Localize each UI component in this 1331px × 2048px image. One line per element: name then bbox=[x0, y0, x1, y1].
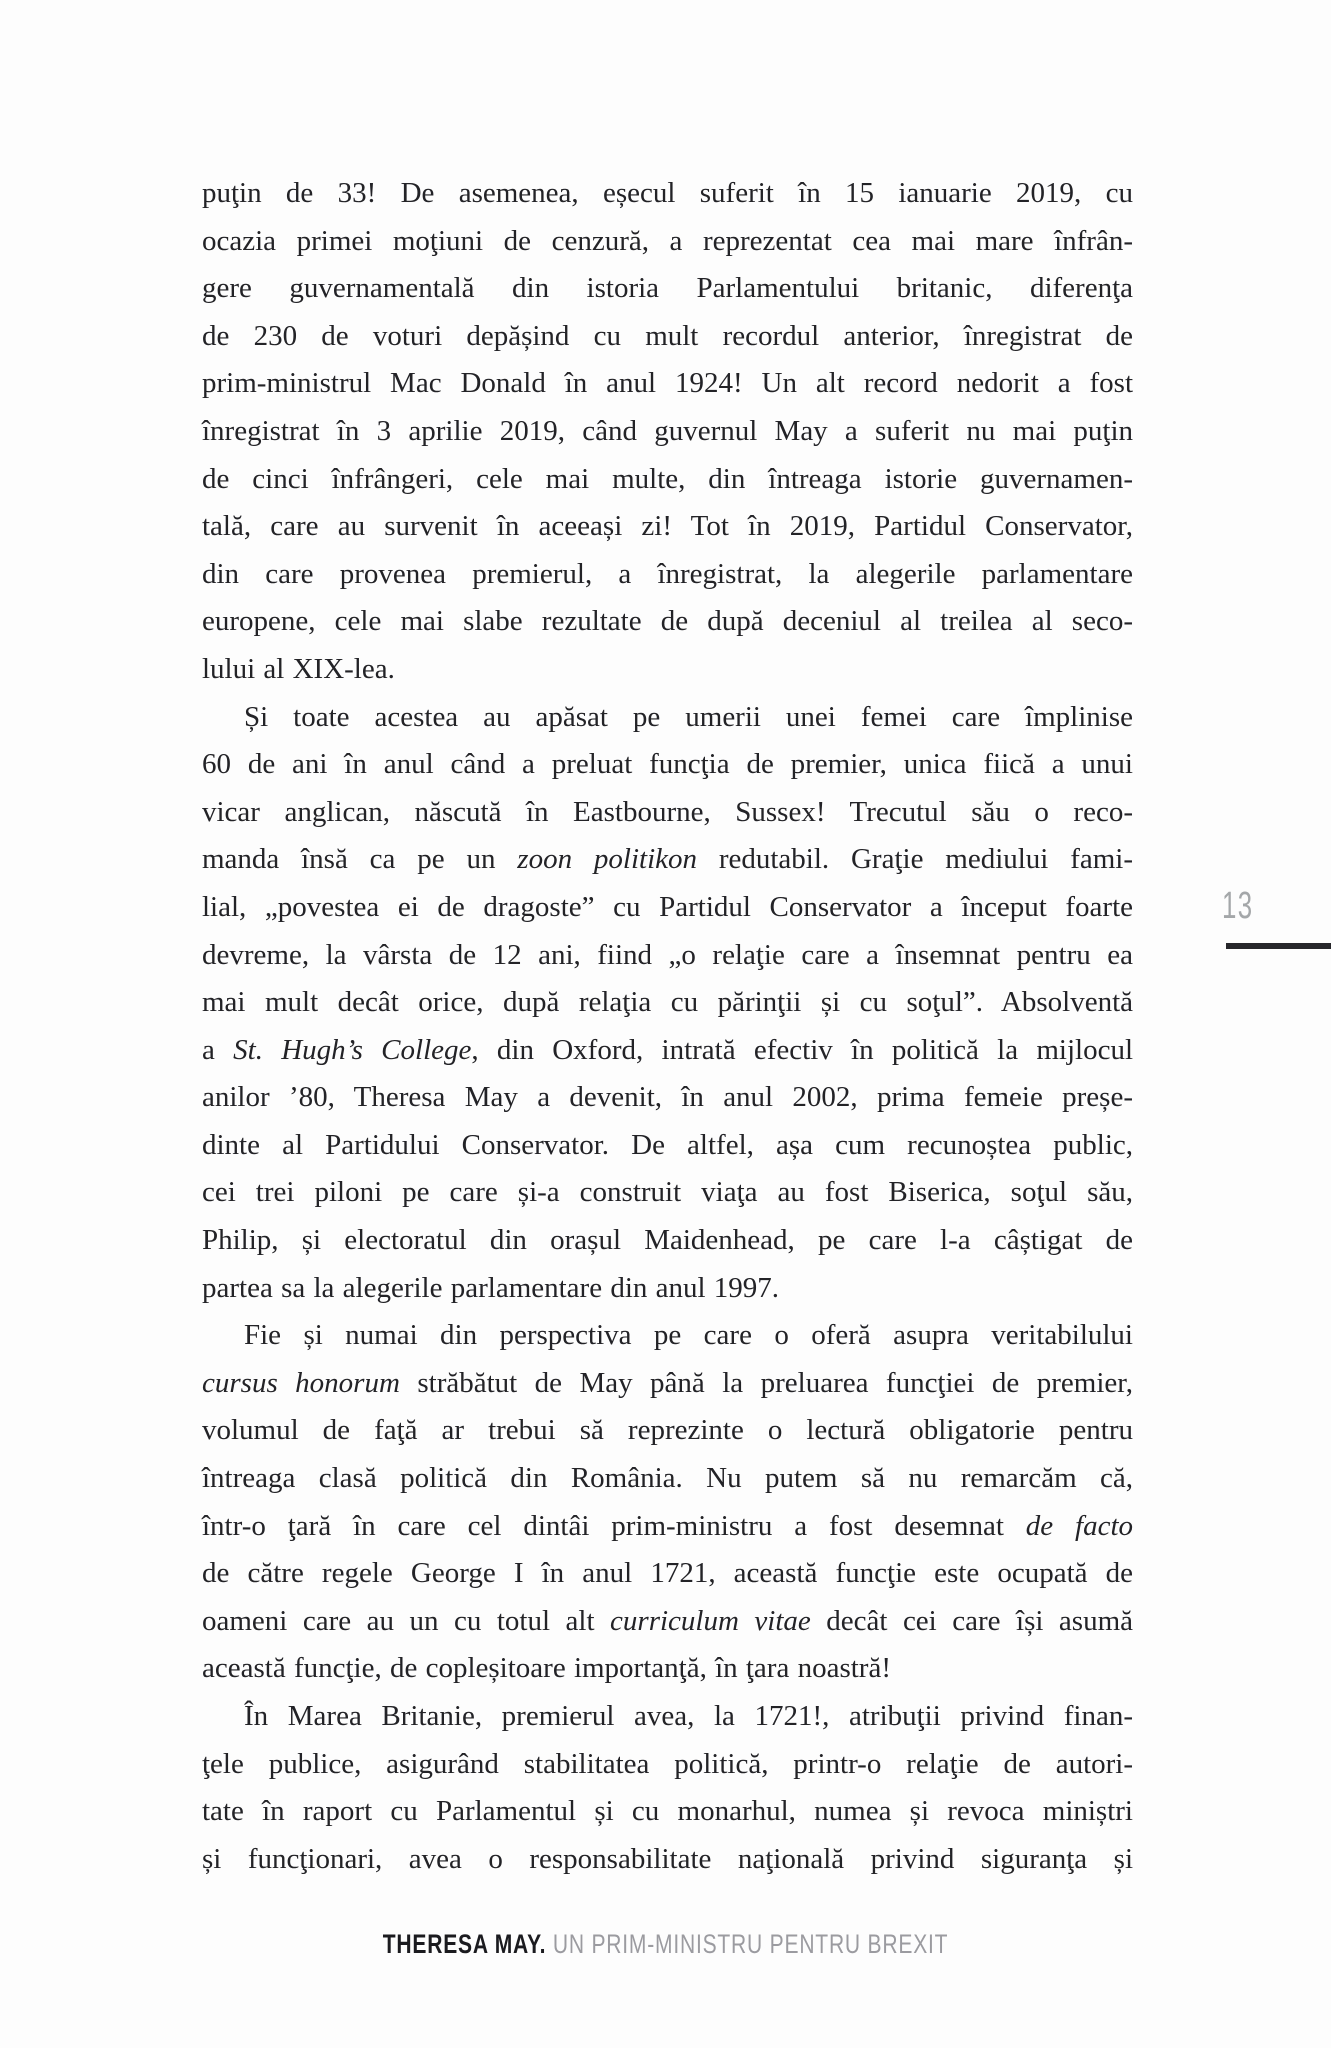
text-segment: decât cei care își asumă bbox=[810, 1604, 1133, 1637]
text-segment: gere guvernamentală din istoria Parlamentului britanic, diferenţa bbox=[202, 272, 1133, 305]
text-line bbox=[202, 1217, 1133, 1265]
italic-phrase: St. Hugh’s College bbox=[233, 1033, 472, 1066]
text-segment: întreaga clasă politică din România. Nu putem să nu remarcăm că, bbox=[202, 1462, 1133, 1495]
text-line bbox=[202, 1741, 1133, 1789]
text-line bbox=[202, 741, 1133, 789]
text-line bbox=[202, 265, 1133, 313]
text-line bbox=[202, 694, 1133, 742]
text-line bbox=[202, 646, 1133, 694]
text-segment: puţin de 33! De asemenea, eșecul suferit în 15 ianuarie 2019, cu bbox=[202, 177, 1133, 209]
text-line bbox=[202, 456, 1133, 504]
running-footer-text bbox=[383, 1929, 949, 1959]
text-line bbox=[202, 1265, 1133, 1313]
italic-phrase: cursus honorum bbox=[202, 1366, 400, 1399]
text-line bbox=[202, 218, 1133, 266]
text-line bbox=[202, 1693, 1133, 1741]
text-line bbox=[202, 503, 1133, 551]
text-segment: În Marea Britanie, premierul avea, la 1721!, atribuţii privind finan- bbox=[244, 1700, 1133, 1732]
text-line bbox=[202, 1407, 1133, 1455]
text-segment: vicar anglican, născută în Eastbourne, Sussex! Trecutul său o reco- bbox=[202, 795, 1133, 828]
text-line bbox=[202, 1455, 1133, 1503]
text-segment: ocazia primei moţiuni de cenzură, a reprezentat cea mai mare înfrân- bbox=[202, 224, 1133, 257]
text-line bbox=[202, 598, 1133, 646]
text-line bbox=[202, 408, 1133, 456]
footer-book-subtitle: UN PRIM-MINISTRU PENTRU BREXIT bbox=[546, 1929, 949, 1959]
text-segment: această funcţie, de copleșitoare importanţă, în ţara noastră! bbox=[202, 1652, 891, 1685]
text-line bbox=[202, 360, 1133, 408]
text-segment: de către regele George I în anul 1721, această funcţie este ocupată de bbox=[202, 1557, 1133, 1590]
text-line bbox=[202, 1836, 1133, 1884]
text-segment: oameni care au un cu totul alt bbox=[202, 1604, 611, 1637]
text-line bbox=[202, 551, 1133, 599]
text-line bbox=[202, 884, 1133, 932]
text-segment: de cinci înfrângeri, cele mai multe, din întreaga istorie guvernamen- bbox=[202, 462, 1133, 495]
italic-phrase: de facto bbox=[1025, 1509, 1134, 1542]
text-line bbox=[202, 1598, 1133, 1646]
text-line bbox=[202, 1550, 1133, 1598]
text-segment: lului al XIX-lea. bbox=[202, 652, 395, 685]
page-number: 13 bbox=[1222, 885, 1254, 927]
text-segment: prim-ministrul Mac Donald în anul 1924! Un alt record nedorit a fost bbox=[202, 367, 1133, 400]
text-segment: europene, cele mai slabe rezultate de după deceniul al treilea al seco- bbox=[202, 605, 1133, 638]
text-line bbox=[202, 1645, 1133, 1693]
text-segment: 60 de ani în anul când a preluat funcţia de premier, unica fiică a unui bbox=[202, 748, 1133, 781]
text-segment: și funcţionari, avea o responsabilitate naţională privind siguranţa și bbox=[202, 1842, 1133, 1875]
text-segment: înregistrat în 3 aprilie 2019, când guvernul May a suferit nu mai puţin bbox=[202, 414, 1133, 447]
text-segment: , din Oxford, intrată efectiv în politică la mijlocul bbox=[471, 1033, 1134, 1066]
text-segment: manda însă ca pe un bbox=[202, 843, 518, 876]
text-line bbox=[202, 836, 1133, 884]
text-line bbox=[202, 1360, 1133, 1408]
running-footer bbox=[0, 1929, 1331, 1959]
text-line bbox=[202, 1027, 1133, 1075]
text-segment: Fie și numai din perspectiva pe care o oferă asupra veritabilului bbox=[244, 1319, 1133, 1352]
text-segment: anilor ’80, Theresa May a devenit, în anul 2002, prima femeie preșe- bbox=[202, 1081, 1133, 1114]
text-segment: ţele publice, asigurând stabilitatea politică, printr-o relaţie de autori- bbox=[202, 1747, 1133, 1780]
text-line bbox=[202, 932, 1133, 980]
text-segment: lial, „povestea ei de dragoste” cu Partidul Conservator a început foarte bbox=[202, 890, 1133, 923]
text-segment: tate în raport cu Parlamentul și cu monarhul, numea și revoca miniștri bbox=[202, 1795, 1133, 1828]
text-line bbox=[202, 1122, 1133, 1170]
text-segment: străbătut de May până la preluarea funcţiei de premier, bbox=[399, 1366, 1133, 1399]
text-segment: dinte al Partidului Conservator. De altfel, așa cum recunoștea public, bbox=[202, 1128, 1133, 1161]
italic-phrase: zoon politikon bbox=[517, 843, 697, 876]
text-segment: redutabil. Graţie mediului fami- bbox=[697, 843, 1133, 876]
text-line bbox=[202, 1503, 1133, 1551]
text-segment: devreme, la vârsta de 12 ani, fiind „o relaţie care a însemnat pentru ea bbox=[202, 938, 1133, 971]
text-line bbox=[202, 979, 1133, 1027]
text-segment: tală, care au survenit în aceeași zi! Tot în 2019, Partidul Conservator, bbox=[202, 510, 1133, 543]
footer-book-title: THERESA MAY. bbox=[382, 1929, 547, 1959]
text-line bbox=[202, 1788, 1133, 1836]
text-segment: de 230 de voturi depășind cu mult recordul anterior, înregistrat de bbox=[202, 319, 1133, 352]
text-segment: volumul de faţă ar trebui să reprezinte o lectură obligatorie pentru bbox=[202, 1414, 1133, 1447]
text-line bbox=[202, 789, 1133, 837]
text-segment: într-o ţară în care cel dintâi prim-ministru a fost desemnat bbox=[202, 1509, 1026, 1542]
text-segment: cei trei piloni pe care și-a construit viaţa au fost Biserica, soţul său, bbox=[202, 1176, 1133, 1209]
text-segment: mai mult decât orice, după relaţia cu părinţii și cu soţul”. Absolventă bbox=[202, 986, 1133, 1019]
text-line bbox=[202, 1074, 1133, 1122]
text-segment: partea sa la alegerile parlamentare din anul 1997. bbox=[202, 1271, 780, 1304]
text-segment: din care provenea premierul, a înregistrat, la alegerile parlamentare bbox=[202, 557, 1133, 590]
text-line bbox=[202, 1169, 1133, 1217]
text-line bbox=[202, 170, 1133, 218]
text-segment: Philip, și electoratul din orașul Maidenhead, pe care l-a câștigat de bbox=[202, 1224, 1133, 1257]
text-segment: a bbox=[202, 1033, 234, 1066]
text-line bbox=[202, 313, 1133, 361]
text-line bbox=[202, 1312, 1133, 1360]
italic-phrase: curriculum vitae bbox=[610, 1604, 811, 1637]
text-block bbox=[202, 170, 1133, 1883]
page-number-rule bbox=[1226, 943, 1331, 949]
text-segment: Și toate acestea au apăsat pe umerii unei femei care împlinise bbox=[244, 700, 1133, 733]
